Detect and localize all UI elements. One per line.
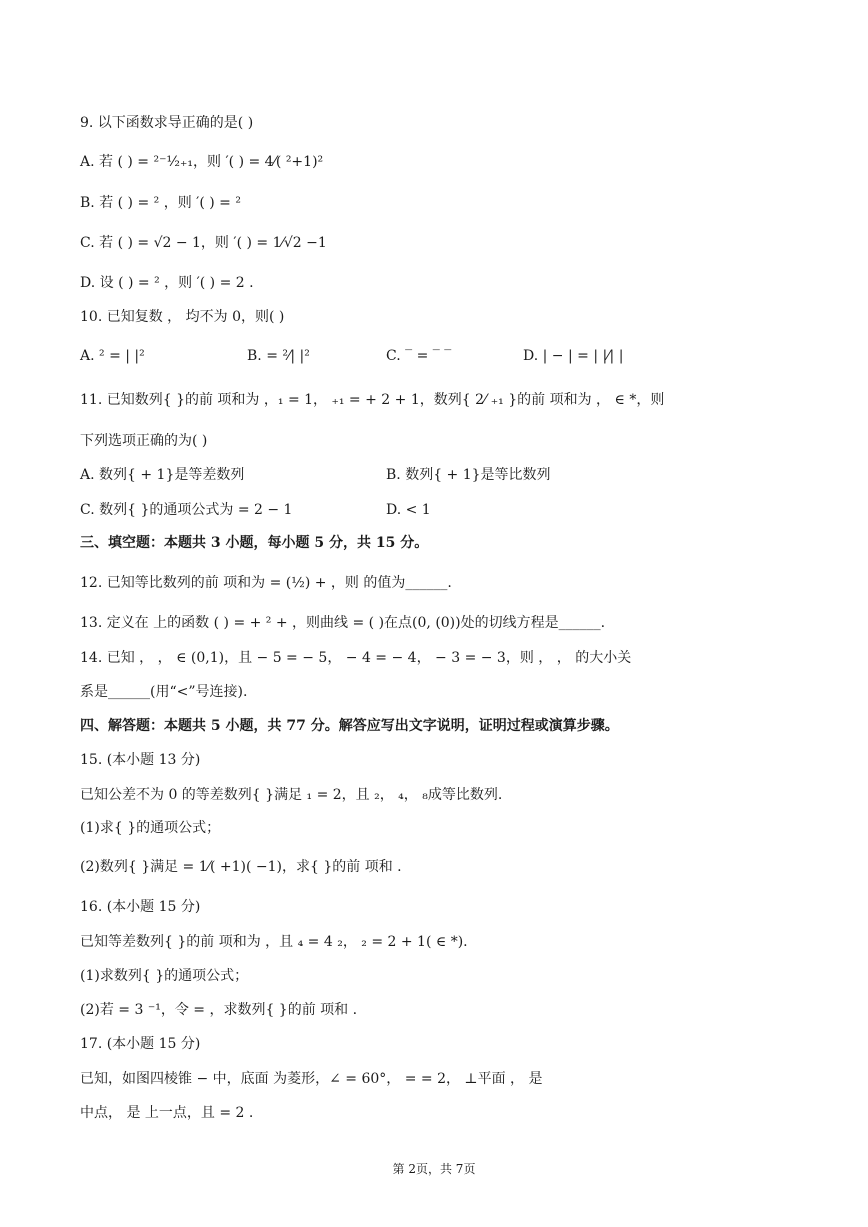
q15-heading: 15. (本小题 13 分) — [80, 752, 201, 768]
q10-option-a: A. ² = | |² — [80, 348, 145, 364]
q16-part-1: (1)求数列{ }的通项公式； — [80, 968, 249, 984]
q16-body: 已知等差数列{ }的前 项和为 ，且 ₄ = 4 ₂， ₂ = 2 + 1( ∈ *). — [80, 934, 468, 950]
q11-option-b: B. 数列{ + 1}是等比数列 — [386, 467, 551, 483]
q14-line-2: 系是______(用“<”号连接). — [80, 684, 248, 700]
q10-option-c: C. ‾ = ‾ ‾ — [386, 348, 452, 364]
q9-option-a: A. 若 ( ) = ²⁻¹⁄₂₊₁，则 ′( ) = 4⁄( ²+1)² — [80, 154, 324, 170]
q15-part-1: (1)求{ }的通项公式； — [80, 820, 221, 836]
section-answer-heading: 四、解答题：本题共 5 小题，共 77 分。解答应写出文字说明，证明过程或演算步骤。 — [80, 718, 619, 734]
q9-option-c: C. 若 ( ) = √2 − 1，则 ′( ) = 1⁄√2 −1 — [80, 235, 327, 251]
q11-option-c: C. 数列{ }的通项公式为 = 2 − 1 — [80, 502, 293, 518]
q15-part-2: (2)数列{ }满足 = 1⁄( +1)( −1)，求{ }的前 项和 . — [80, 859, 402, 875]
q16-heading: 16. (本小题 15 分) — [80, 899, 201, 915]
q17-heading: 17. (本小题 15 分) — [80, 1036, 201, 1052]
q13: 13. 定义在 上的函数 ( ) = + ² + ，则曲线 = ( )在点(0, (0))处的切线方程是______. — [80, 615, 606, 631]
q11-stem-cont: 下列选项正确的为( ) — [80, 433, 208, 449]
q17-body: 已知，如图四棱锥 − 中，底面 为菱形，∠ = 60°， = = 2， ⊥平面 ， 是 — [80, 1071, 543, 1087]
q11-option-a: A. 数列{ + 1}是等差数列 — [80, 467, 245, 483]
q14-line-1: 14. 已知 ， ， ∈ (0,1)，且 − 5 = − 5， − 4 = − 4， − 3 = − 3，则 ， ， 的大小关 — [80, 650, 632, 666]
q9-option-b: B. 若 ( ) = ² ，则 ′( ) = ² — [80, 195, 241, 211]
q10-stem: 10. 已知复数 ， 均不为 0，则( ) — [80, 309, 285, 325]
q17-body-cont: 中点， 是 上一点，且 = 2 . — [80, 1105, 254, 1121]
page-footer: 第 2页，共 7页 — [392, 1162, 476, 1176]
q10-option-b: B. = ²⁄| |² — [247, 348, 310, 364]
q9-stem: 9. 以下函数求导正确的是( ) — [80, 115, 254, 131]
q11-stem: 11. 已知数列{ }的前 项和为 ，₁ = 1， ₊₁ = + 2 + 1，数列{ 2⁄ ₊₁ }的前 项和为 ， ∈ *，则 — [80, 392, 665, 408]
q9-option-d: D. 设 ( ) = ² ，则 ′( ) = 2 . — [80, 275, 254, 291]
section-fill-in-heading: 三、填空题：本题共 3 小题，每小题 5 分，共 15 分。 — [80, 535, 429, 551]
q10-option-d: D. | − | = | |⁄| | — [523, 348, 624, 364]
q16-part-2: (2)若 = 3 ⁻¹，令 = ，求数列{ }的前 项和 . — [80, 1002, 358, 1018]
q15-body: 已知公差不为 0 的等差数列{ }满足 ₁ = 2，且 ₂， ₄， ₈成等比数列. — [80, 787, 503, 803]
q11-option-d: D. < 1 — [386, 502, 431, 518]
q12: 12. 已知等比数列的前 项和为 = (½) + ，则 的值为______. — [80, 575, 452, 591]
